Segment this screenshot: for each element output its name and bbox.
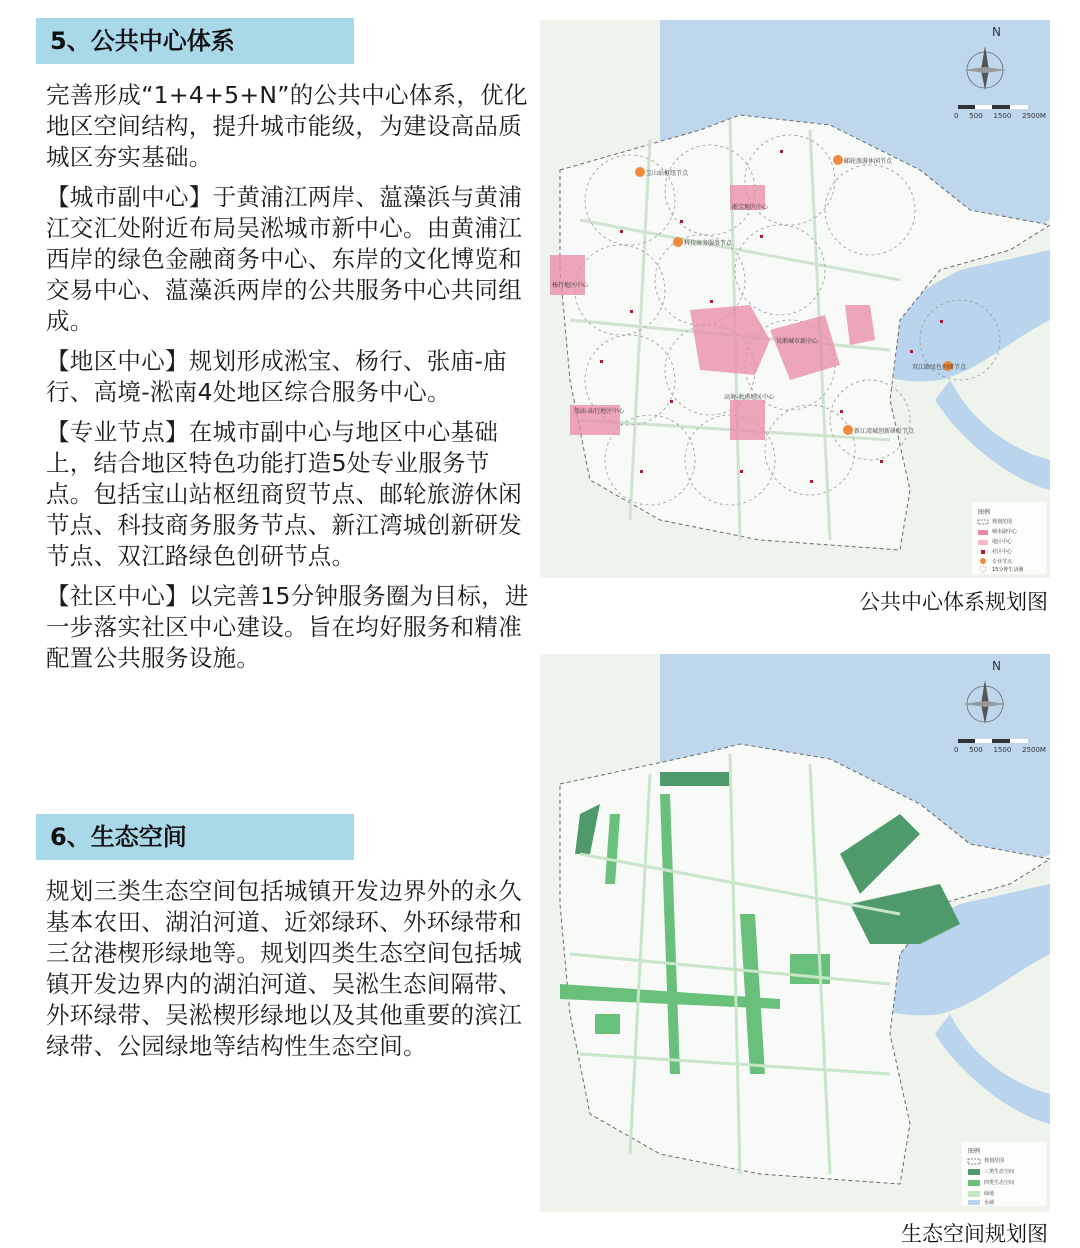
legend-title: 图例 xyxy=(968,1148,981,1155)
scale-labels xyxy=(954,112,1046,120)
map-label: 杨行地区中心 xyxy=(552,282,589,289)
legend-item: 城市副中心 xyxy=(992,529,1018,535)
scale-label: 500 xyxy=(969,112,983,120)
map-label: 吴淞城市新中心 xyxy=(776,338,819,345)
public-center-map xyxy=(540,20,1050,578)
map-label: 宝山站枢纽节点 xyxy=(646,170,689,177)
map-label: 科技商务服务节点 xyxy=(684,240,733,247)
section-6-body xyxy=(46,876,530,1071)
paragraph: 【地区中心】规划形成淞宝、杨行、张庙-庙行、高境-淞南4处地区综合服务中心。 xyxy=(46,347,507,406)
legend-item: 地区中心 xyxy=(992,539,1013,545)
legend-item: 规划范围 xyxy=(984,1158,1005,1164)
map-label: 张庙-庙行地区中心 xyxy=(574,408,625,415)
legend-item: 规划范围 xyxy=(992,519,1013,525)
map1-caption: 公共中心体系规划图 xyxy=(859,590,1048,614)
map-label: 新江湾城创新研发节点 xyxy=(854,428,915,435)
legend-item: 15分钟生活圈 xyxy=(992,567,1024,573)
map-label: 淞宝地区中心 xyxy=(732,204,769,211)
scale-label: 2500M xyxy=(1022,112,1046,120)
paragraph: 规划三类生态空间包括城镇开发边界外的永久基本农田、湖泊河道、近郊绿环、外环绿带和三岔港楔形绿地等。规划四类生态空间包括城镇开发边界内的湖泊河道、吴淞生态间隔带、外环绿带、吴淞楔形绿地以及其他重要的滨江绿带、公园绿地等结构性生态空间。 xyxy=(46,877,522,1060)
legend-item: 四类生态空间 xyxy=(984,1180,1015,1186)
paragraph: 【专业节点】在城市副中心与地区中心基础上，结合地区特色功能打造5处专业服务节点。包括宝山站枢纽商贸节点、邮轮旅游休闲节点、科技商务服务节点、新江湾城创新研发节点、双江路绿色创研节点。 xyxy=(46,418,522,570)
north-label: N xyxy=(992,25,1001,39)
scale-label: 1500 xyxy=(993,112,1012,120)
legend-item: 专业节点 xyxy=(992,559,1013,565)
legend-item: 绿地 xyxy=(984,1191,995,1197)
map2-caption: 生态空间规划图 xyxy=(901,1222,1048,1246)
eco-space-map-graphic xyxy=(540,654,1050,1212)
legend-item: 社区中心 xyxy=(992,549,1013,555)
map-label: 双江路绿色创研节点 xyxy=(912,364,967,371)
paragraph: 【城市副中心】于黄浦江两岸、蕰藻浜与黄浦江交汇处附近布局吴淞城市新中心。由黄浦江西岸的绿色金融商务中心、东岸的文化博览和交易中心、蕰藻浜两岸的公共服务中心共同组成。 xyxy=(46,183,522,335)
legend-item: 三类生态空间 xyxy=(984,1169,1015,1175)
north-label: N xyxy=(992,659,1001,673)
legend-title: 图例 xyxy=(978,509,991,516)
section-5-title: 5、公共中心体系 xyxy=(36,18,354,64)
public-center-map-graphic xyxy=(540,20,1050,578)
map-label: 邮轮旅游休闲节点 xyxy=(844,158,893,165)
section-5-body xyxy=(46,80,530,683)
scale-labels xyxy=(954,746,1046,754)
map-label: 高境-淞南地区中心 xyxy=(724,394,775,401)
section-6-title: 6、生态空间 xyxy=(36,814,354,860)
paragraph: 【社区中心】以完善15分钟服务圈为目标，进一步落实社区中心建设。旨在均好服务和精准配置公共服务设施。 xyxy=(46,582,529,672)
paragraph: 完善形成“1+4+5+N”的公共中心体系，优化地区空间结构，提升城市能级，为建设高品质城区夯实基础。 xyxy=(46,81,528,171)
scale-label: 0 xyxy=(954,112,959,120)
eco-space-map xyxy=(540,654,1050,1212)
legend-item: 水域 xyxy=(984,1200,995,1206)
scale-label: 500 xyxy=(969,746,983,754)
scale-label: 1500 xyxy=(993,746,1012,754)
scale-label: 0 xyxy=(954,746,959,754)
scale-label: 2500M xyxy=(1022,746,1046,754)
